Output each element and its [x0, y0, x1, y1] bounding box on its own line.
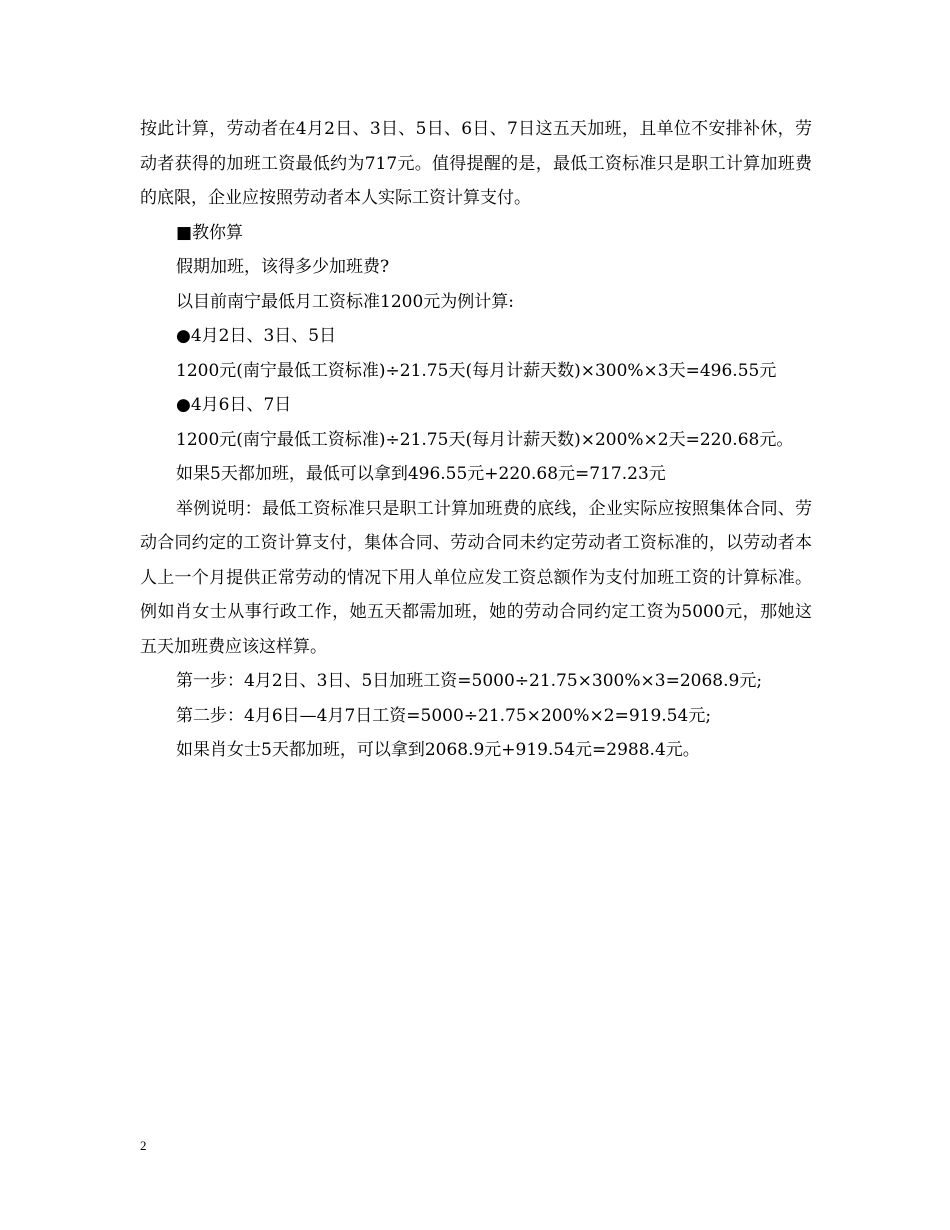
paragraph-total-minimum: 如果5天都加班，最低可以拿到496.55元+220.68元=717.23元: [176, 464, 666, 484]
bullet-heading-apr-2-3-5: ●4月2日、3日、5日: [176, 326, 337, 346]
paragraph-question: 假期加班，该得多少加班费?: [176, 257, 390, 277]
formula-apr-6-7: 1200元(南宁最低工资标准)÷21.75天(每月计薪天数)×200%×2天=220.68元。: [176, 429, 794, 450]
paragraph-example-intro: 以目前南宁最低月工资标准1200元为例计算:: [176, 291, 514, 312]
paragraph-step-one: 第一步：4月2日、3日、5日加班工资=5000÷21.75×300%×3=2068.9元;: [176, 671, 763, 691]
paragraph-example-explanation: 举例说明：最低工资标准只是职工计算加班费的底线，企业实际应按照集体合同、劳动合同约定的工资计算支付，集体合同、劳动合同未约定劳动者工资标准的，以劳动者本人上一个月提供正常劳动的情况下用人单位应发工资总额作为支付加班工资的计算标准。例如肖女士从事行政工作，她五天都需加班，她的劳动合同约定工资为5000元，那她这五天加班费应该这样算。: [140, 498, 812, 657]
paragraph-step-two: 第二步：4月6日—4月7日工资=5000÷21.75×200%×2=919.54元;: [176, 705, 712, 726]
formula-apr-2-3-5: 1200元(南宁最低工资标准)÷21.75天(每月计薪天数)×300%×3天=496.55元: [176, 360, 777, 381]
paragraph-total-example: 如果肖女士5天都加班，可以拿到2068.9元+919.54元=2988.4元。: [176, 740, 700, 760]
document-body: [140, 112, 812, 768]
page-number: 2: [140, 1138, 147, 1153]
section-heading-teach-calc: ■教你算: [176, 222, 244, 243]
bullet-heading-apr-6-7: ●4月6日、7日: [176, 395, 292, 415]
paragraph-calculation-summary: 按此计算，劳动者在4月2日、3日、5日、6日、7日这五天加班，且单位不安排补休，劳动者获得的加班工资最低约为717元。值得提醒的是，最低工资标准只是职工计算加班费的底限，企业应按照劳动者本人实际工资计算支付。: [140, 119, 812, 208]
